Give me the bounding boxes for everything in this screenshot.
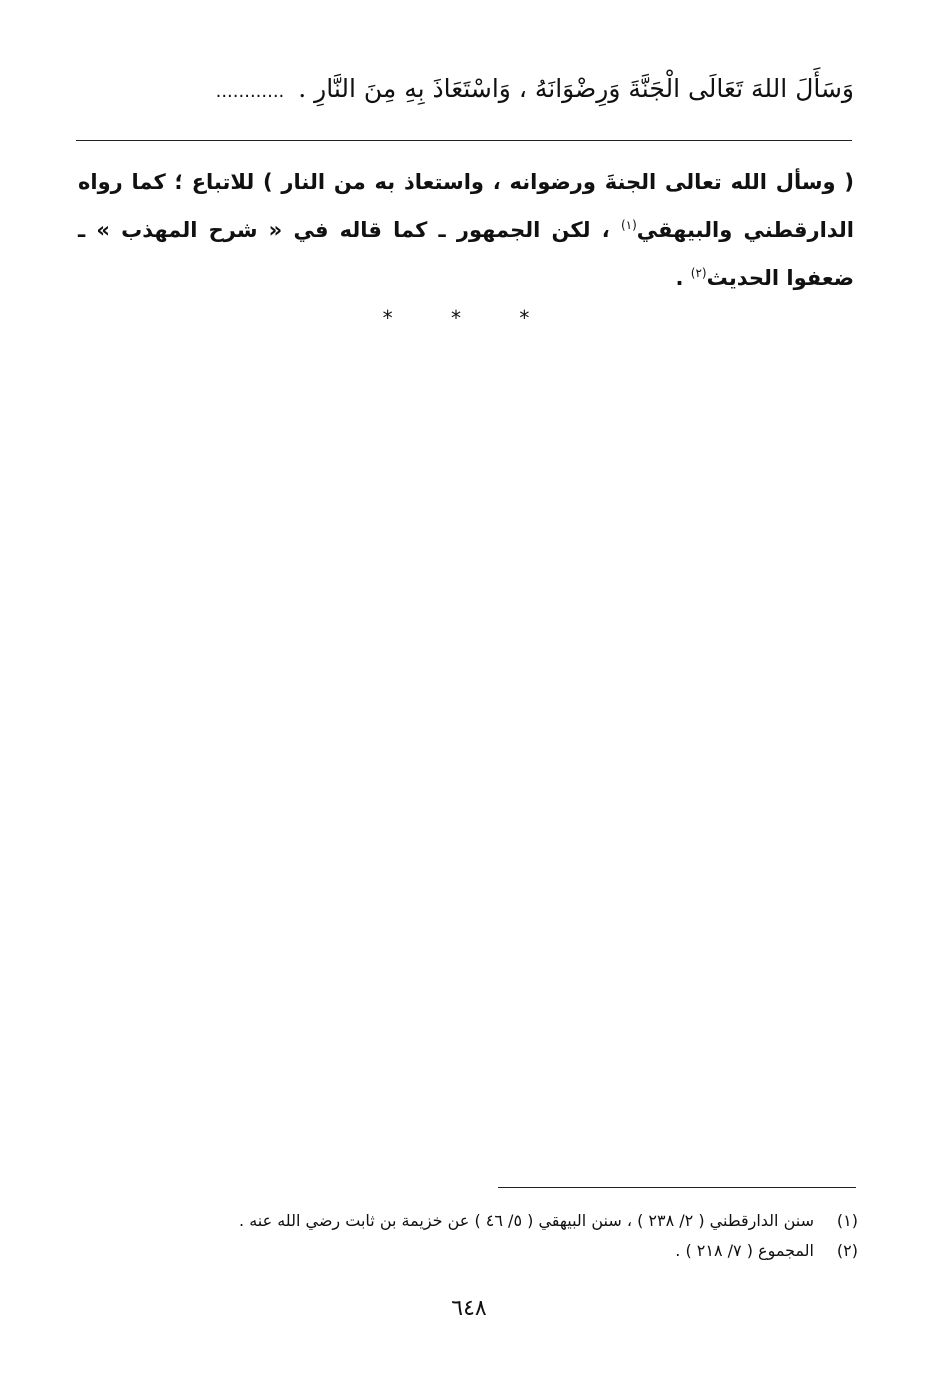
matn-line (84, 66, 854, 115)
footnote-divider (498, 1187, 856, 1188)
footnote-ref-1: (١) (620, 218, 637, 232)
footnotes (78, 1206, 858, 1266)
sharh-text-3: . (675, 266, 684, 290)
page-number: ٦٤٨ (451, 1296, 487, 1321)
footnote-number: (٢) (836, 1241, 858, 1260)
footnote-item (78, 1236, 858, 1266)
sharh-text-1: ( وسأل الله تعالى الجنةَ ورضوانه ، واستعاذ به من النار ) للاتباع ؛ كما رواه الدارقطني والبيهقي (78, 170, 855, 242)
matn-divider (76, 140, 852, 141)
matn-text: وَسَأَلَ اللهَ تَعَالَى الْجَنَّةَ وَرِضْوَانَهُ ، وَاسْتَعَاذَ بِهِ مِنَ النَّارِ . (298, 74, 854, 103)
sharh-text-2: ، لكن الجمهور ـ كما قاله في « شرح المهذب » ـ ضعفوا الحديث (78, 218, 854, 290)
footnote-text: المجموع ( ٧/ ٢١٨ ) . (675, 1241, 814, 1260)
footnote-number: (١) (836, 1211, 858, 1230)
footnote-text: سنن الدارقطني ( ٢/ ٢٣٨ ) ، سنن البيهقي ( ٥/ ٤٦ ) عن خزيمة بن ثابت رضي الله عنه . (239, 1211, 814, 1230)
matn-dots: ............ (215, 81, 285, 102)
sharh-paragraph (78, 158, 854, 302)
footnote-item (78, 1206, 858, 1236)
section-separator: * * * (382, 306, 556, 330)
footnote-ref-2: (٢) (690, 266, 707, 280)
